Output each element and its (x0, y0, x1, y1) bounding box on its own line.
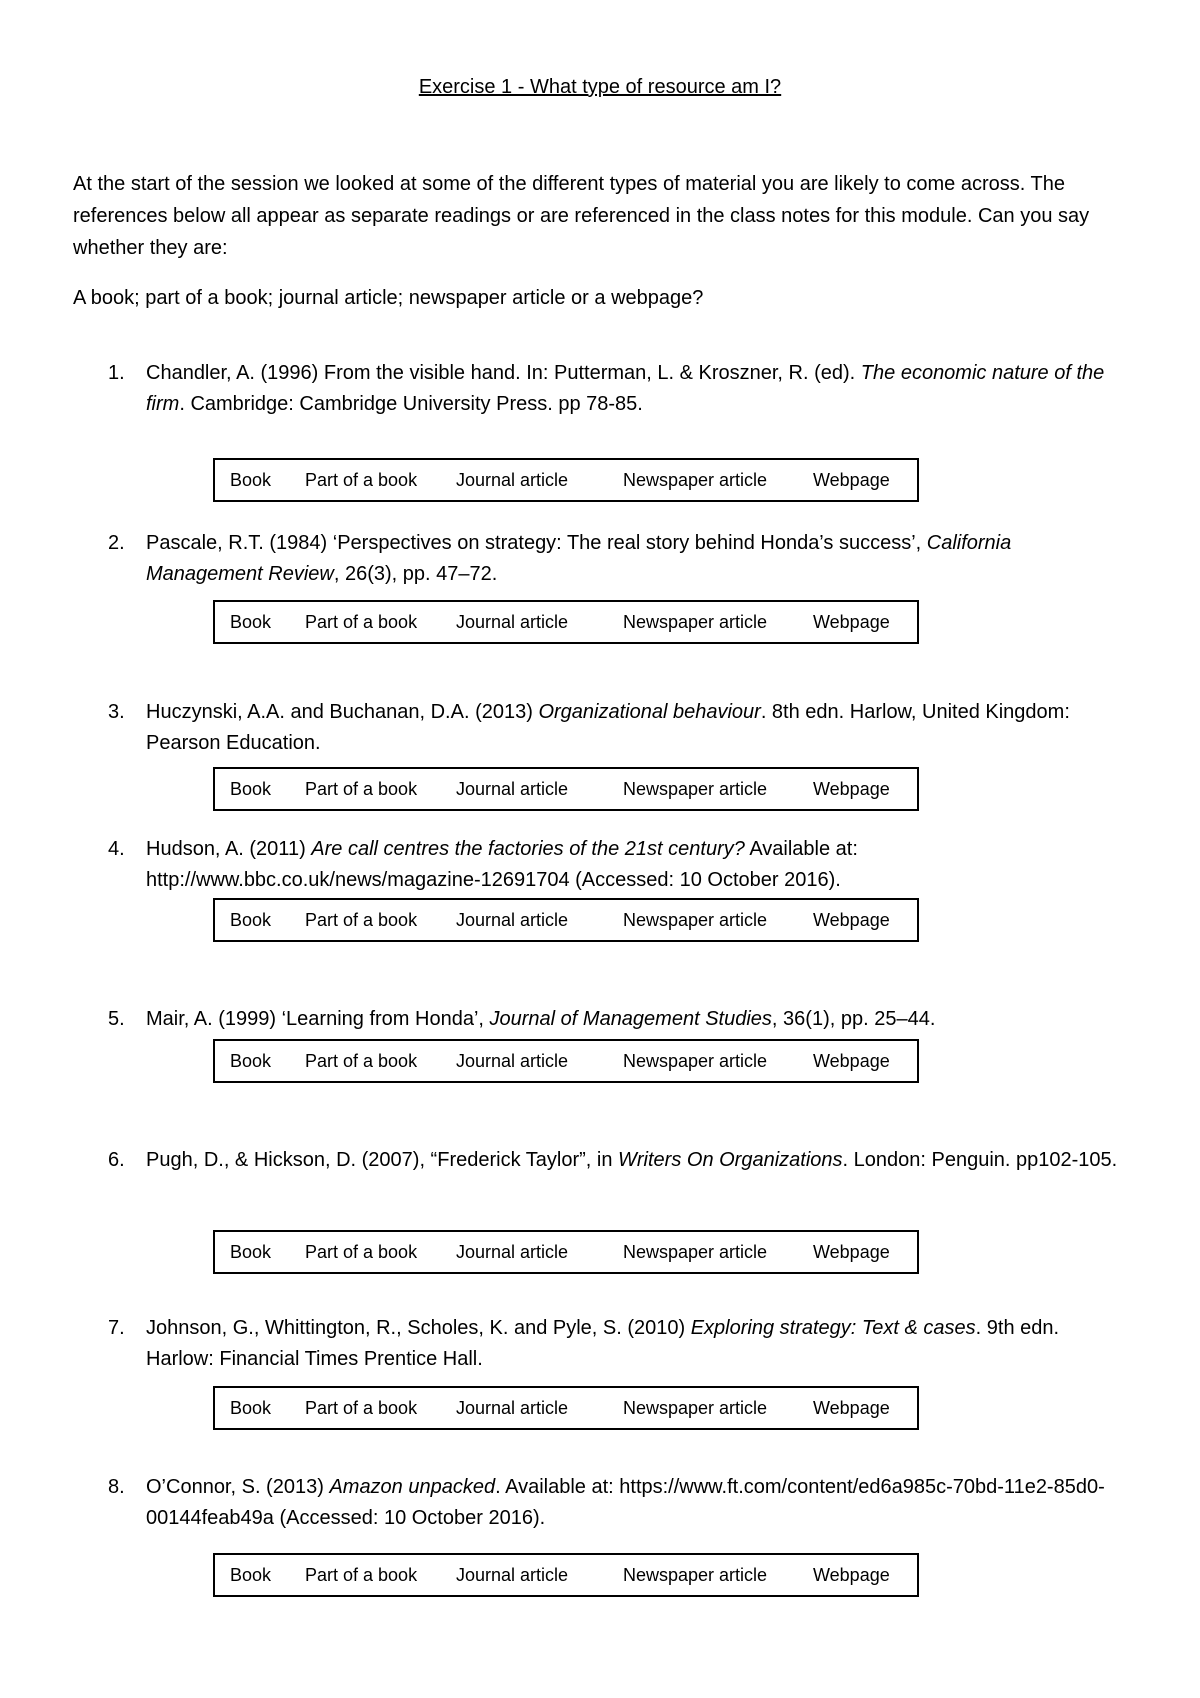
reference-title: California Management Review (146, 532, 1012, 585)
reference-title: Journal of Management Studies (489, 1008, 772, 1030)
reference-number: 6. (108, 1149, 125, 1171)
intro-paragraph: At the start of the session we looked at some of the different types of material you are likely to come across. The references below all appear as separate readings or are referenced in the class notes for this module. Can you say whether they are: (73, 173, 1090, 259)
option-journal-article[interactable]: Journal article (456, 1565, 569, 1585)
option-journal-article[interactable]: Journal article (456, 470, 569, 490)
question-line: A book; part of a book; journal article; newspaper article or a webpage? (73, 287, 704, 309)
reference-number: 3. (108, 701, 125, 723)
option-part-of-book[interactable]: Part of a book (305, 1242, 418, 1262)
options-box (213, 600, 919, 644)
option-journal-article[interactable]: Journal article (456, 1051, 569, 1071)
option-newspaper-article[interactable]: Newspaper article (623, 1565, 768, 1585)
option-webpage[interactable]: Webpage (813, 612, 890, 632)
option-journal-article[interactable]: Journal article (456, 612, 569, 632)
option-part-of-book[interactable]: Part of a book (305, 1051, 418, 1071)
options-box (213, 1230, 919, 1274)
options-box (213, 1553, 919, 1597)
option-webpage[interactable]: Webpage (813, 1565, 890, 1585)
reference-title: The economic nature of the firm (146, 362, 1105, 415)
reference-item (108, 1004, 1118, 1035)
options-box (213, 1039, 919, 1083)
reference-title: Organizational behaviour (538, 701, 761, 723)
option-part-of-book[interactable]: Part of a book (305, 612, 418, 632)
option-part-of-book[interactable]: Part of a book (305, 470, 418, 490)
reference-number: 8. (108, 1476, 125, 1498)
option-newspaper-article[interactable]: Newspaper article (623, 1242, 768, 1262)
option-part-of-book[interactable]: Part of a book (305, 1398, 418, 1418)
option-newspaper-article[interactable]: Newspaper article (623, 910, 768, 930)
option-journal-article[interactable]: Journal article (456, 779, 569, 799)
reference-text: O’Connor, S. (2013) Amazon unpacked. Available at: https://www.ft.com/content/ed6a985c-70bd-11e2-85d0-00144feab49a (Accessed: 10 October 2016). (146, 1476, 1105, 1529)
option-webpage[interactable]: Webpage (813, 779, 890, 799)
option-book[interactable]: Book (230, 1242, 272, 1262)
reference-text: Mair, A. (1999) ‘Learning from Honda’, Journal of Management Studies, 36(1), pp. 25–44. (146, 1008, 936, 1030)
option-journal-article[interactable]: Journal article (456, 910, 569, 930)
options-box (213, 767, 919, 811)
reference-number: 1. (108, 362, 125, 384)
option-book[interactable]: Book (230, 1398, 272, 1418)
reference-number: 4. (108, 838, 125, 860)
option-webpage[interactable]: Webpage (813, 470, 890, 490)
option-webpage[interactable]: Webpage (813, 1242, 890, 1262)
reference-item (108, 358, 1118, 420)
reference-text: Pascale, R.T. (1984) ‘Perspectives on strategy: The real story behind Honda’s success’, California Management Review, 26(3), pp. 47–72. (146, 532, 1012, 585)
reference-item (108, 1313, 1118, 1375)
option-webpage[interactable]: Webpage (813, 1398, 890, 1418)
reference-text: Huczynski, A.A. and Buchanan, D.A. (2013) Organizational behaviour. 8th edn. Harlow, United Kingdom: Pearson Education. (146, 701, 1070, 754)
options-box (213, 1386, 919, 1430)
reference-item (108, 1145, 1118, 1176)
option-newspaper-article[interactable]: Newspaper article (623, 1051, 768, 1071)
reference-title: Are call centres the factories of the 21st century? (311, 838, 745, 860)
page-title: Exercise 1 - What type of resource am I? (418, 76, 782, 98)
reference-item (108, 1472, 1118, 1534)
option-part-of-book[interactable]: Part of a book (305, 779, 418, 799)
reference-title: Amazon unpacked (329, 1476, 496, 1498)
options-box (213, 458, 919, 502)
option-book[interactable]: Book (230, 1565, 272, 1585)
option-part-of-book[interactable]: Part of a book (305, 910, 418, 930)
reference-number: 7. (108, 1317, 125, 1339)
option-newspaper-article[interactable]: Newspaper article (623, 470, 768, 490)
reference-title: Exploring strategy: Text & cases (690, 1317, 976, 1339)
reference-text: Pugh, D., & Hickson, D. (2007), “Frederick Taylor”, in Writers On Organizations. London: Penguin. pp102-105. (146, 1149, 1118, 1171)
option-book[interactable]: Book (230, 779, 272, 799)
reference-item (108, 834, 1118, 896)
reference-title: Writers On Organizations (618, 1149, 843, 1171)
option-book[interactable]: Book (230, 470, 272, 490)
reference-number: 5. (108, 1008, 125, 1030)
option-journal-article[interactable]: Journal article (456, 1242, 569, 1262)
option-book[interactable]: Book (230, 612, 272, 632)
option-part-of-book[interactable]: Part of a book (305, 1565, 418, 1585)
reference-item (108, 697, 1118, 759)
reference-text: Johnson, G., Whittington, R., Scholes, K. and Pyle, S. (2010) Exploring strategy: Text & cases. 9th edn. Harlow: Financial Times Prentice Hall. (146, 1317, 1060, 1370)
options-box (213, 898, 919, 942)
option-newspaper-article[interactable]: Newspaper article (623, 612, 768, 632)
option-newspaper-article[interactable]: Newspaper article (623, 779, 768, 799)
reference-text: Chandler, A. (1996) From the visible hand. In: Putterman, L. & Kroszner, R. (ed). The economic nature of the firm. Cambridge: Cambridge University Press. pp 78-85. (146, 362, 1105, 415)
option-webpage[interactable]: Webpage (813, 910, 890, 930)
option-newspaper-article[interactable]: Newspaper article (623, 1398, 768, 1418)
option-journal-article[interactable]: Journal article (456, 1398, 569, 1418)
reference-item (108, 528, 1118, 590)
option-webpage[interactable]: Webpage (813, 1051, 890, 1071)
option-book[interactable]: Book (230, 1051, 272, 1071)
reference-number: 2. (108, 532, 125, 554)
option-book[interactable]: Book (230, 910, 272, 930)
reference-text: Hudson, A. (2011) Are call centres the factories of the 21st century? Available at: http://www.bbc.co.uk/news/magazine-12691704 (Accessed: 10 October 2016). (146, 838, 858, 891)
